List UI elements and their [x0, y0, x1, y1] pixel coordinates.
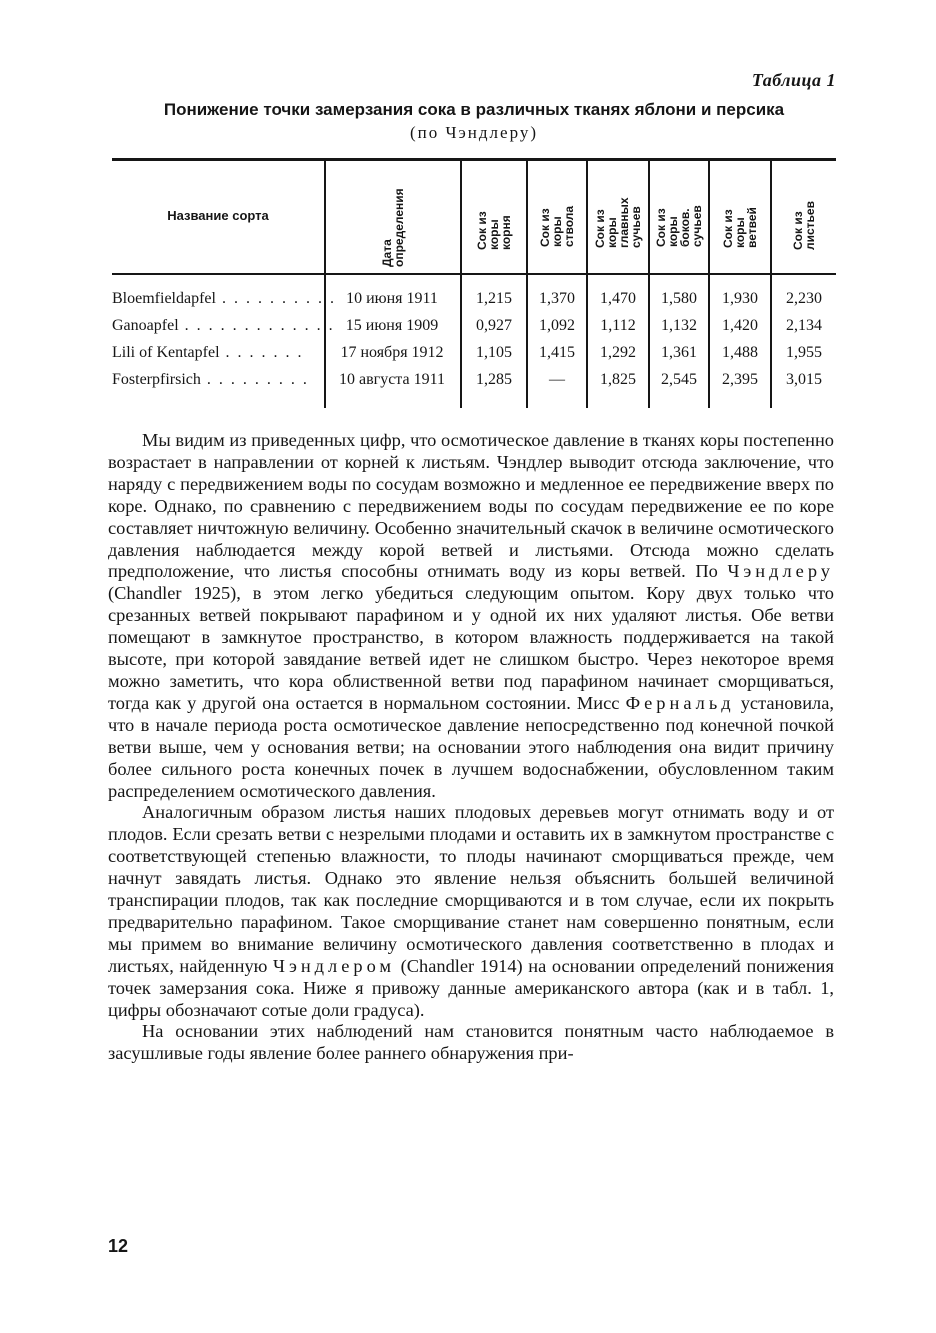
twig-value-cell: 1,930 — [722, 290, 758, 307]
table-subtitle: (по Чэндлеру) — [409, 123, 539, 142]
header-twigs-text: Сок из коры ветвей — [721, 207, 759, 248]
twig-value-cell: 2,395 — [722, 371, 758, 388]
table-row — [112, 290, 836, 314]
trunk-value-cell: 1,370 — [539, 290, 575, 307]
leaf-value-cell: 1,955 — [786, 344, 822, 361]
table-row — [112, 344, 836, 368]
header-side-branches-text: Сок из коры боков. сучьев — [654, 205, 704, 247]
root-value-cell: 1,215 — [476, 290, 512, 307]
leaf-value-cell: 2,230 — [786, 290, 822, 307]
table-header-rule — [112, 273, 836, 275]
header-root-text: Сок из коры корня — [475, 211, 513, 250]
paragraph: Мы видим из приведенных цифр, что осмотическое давление в тканях коры постепенно возрастает в направлении от корней к листьям. Чэндлер выводит отсюда заключение, что наряду с передвижением воды по сосудам возможно и медленное ее передвижение вверх по коре. Однако, по сравнению с передвижением воды по сосудам передвижение ее по коре составляет ничтожную величину. Особенно значительный скачок в величине осмотического давления наблюдается между корой ветвей и листьями. Отсюда можно сделать предположение, что листья способны отнимать воду из коры ветвей. По Чэндлеру (Chandler 1925), в этом легко убедиться следующим опытом. Кору двух только что срезанных ветвей покрывают парафином и у одной их них удаляют листья. Обе ветви помещают в замкнутое пространство, в котором влажность поддерживается на такой высоте, при которой завядание ветвей идет не слишком быстро. Через некоторое время можно заметить, что кора облиственной ветви под парафином начинает сморщиваться, тогда как у другой она остается в нормальном состоянии. Мисс Фернальд установила, что в начале периода роста осмотическое давление непосредственно под конечной почкой ветви выше, чем у основания ветви; на основании этого наблюдения она видит причину более сильного роста конечных почек в лучшем водоснабжении, обусловленном таким распределением осмотического давления. — [108, 430, 834, 801]
date-cell: 15 июня 1909 — [345, 317, 439, 334]
header-twigs — [710, 168, 770, 268]
trunk-value-cell: — — [549, 371, 565, 388]
header-leaves-text: Сок из листьев — [791, 201, 817, 250]
header-date — [326, 168, 460, 268]
twig-value-cell: 1,420 — [722, 317, 758, 334]
leaf-value-cell: 3,015 — [786, 371, 822, 388]
date-cell: 10 августа 1911 — [338, 371, 445, 388]
header-main-branches — [588, 168, 648, 268]
variety-name-cell: Ganoapfel . . . . . . . . . . . . . — [112, 317, 335, 334]
date-cell: 10 июня 1911 — [346, 290, 438, 307]
root-value-cell: 0,927 — [476, 317, 512, 334]
header-trunk-text: Сок из коры ствола — [538, 205, 576, 247]
main-branch-value-cell: 1,292 — [600, 344, 636, 361]
trunk-value-cell: 1,415 — [539, 344, 575, 361]
side-branch-value-cell: 1,580 — [661, 290, 697, 307]
header-date-text: Дата определения — [380, 188, 406, 267]
body-text — [108, 430, 834, 1065]
header-variety-name: Название сорта — [167, 208, 269, 223]
table-title: Понижение точки замерзания сока в различных тканях яблони и персика — [163, 100, 785, 119]
date-cell: 17 ноября 1912 — [340, 344, 444, 361]
leaf-value-cell: 2,134 — [786, 317, 822, 334]
variety-name-cell: Lili of Kentapfel . . . . . . . — [112, 344, 304, 361]
main-branch-value-cell: 1,825 — [600, 371, 636, 388]
variety-name-cell: Fosterpfirsich . . . . . . . . . — [112, 371, 309, 388]
header-side-branches — [650, 168, 708, 268]
main-branch-value-cell: 1,470 — [600, 290, 636, 307]
spaced-author-name: Чэндлером — [273, 955, 396, 976]
root-value-cell: 1,285 — [476, 371, 512, 388]
side-branch-value-cell: 1,361 — [661, 344, 697, 361]
page-number: 12 — [108, 1236, 129, 1256]
table-label: Таблица 1 — [751, 70, 836, 90]
trunk-value-cell: 1,092 — [539, 317, 575, 334]
header-main-branches-text: Сок из коры главных сучьев — [593, 197, 643, 248]
header-trunk — [528, 168, 586, 268]
spaced-author-name: Фернальд — [625, 692, 735, 713]
table-row — [112, 317, 836, 341]
spaced-author-name: Чэндлеру — [727, 561, 834, 582]
paragraph: На основании этих наблюдений нам становится понятным часто наблюдаемое в засушливые годы явление более раннего обнаружения при- — [108, 1021, 834, 1064]
side-branch-value-cell: 1,132 — [661, 317, 697, 334]
twig-value-cell: 1,488 — [722, 344, 758, 361]
table-top-rule — [112, 158, 836, 161]
side-branch-value-cell: 2,545 — [661, 371, 697, 388]
variety-name-cell: Bloemfieldapfel . . . . . . . . . . — [112, 290, 336, 307]
header-root — [462, 168, 526, 268]
paragraph: Аналогичным образом листья наших плодовых деревьев могут отнимать воду и от плодов. Если срезать ветви с незрелыми плодами и оставить их в замкнутом пространстве с соответствующей степенью влажности, то плоды начинают сморщиваться прежде, чем начнут завядать листья. Однако это явление нельзя объяснить большей величиной транспирации плодов, так как последние сморщиваются и в том случае, если их покрыть предварительно парафином. Такое сморщивание станет нам совершенно понятным, если мы примем во внимание величину осмотического давления соответственно в плодах и листьях, найденную Чэндлером (Chandler 1914) на основании определений понижения точек замерзания сока. Ниже я привожу данные американского автора (как и в табл. 1, цифры обозначают сотые доли градуса). — [108, 802, 834, 1020]
table-row — [112, 371, 836, 395]
root-value-cell: 1,105 — [476, 344, 512, 361]
main-branch-value-cell: 1,112 — [600, 317, 636, 334]
header-leaves — [772, 168, 836, 268]
